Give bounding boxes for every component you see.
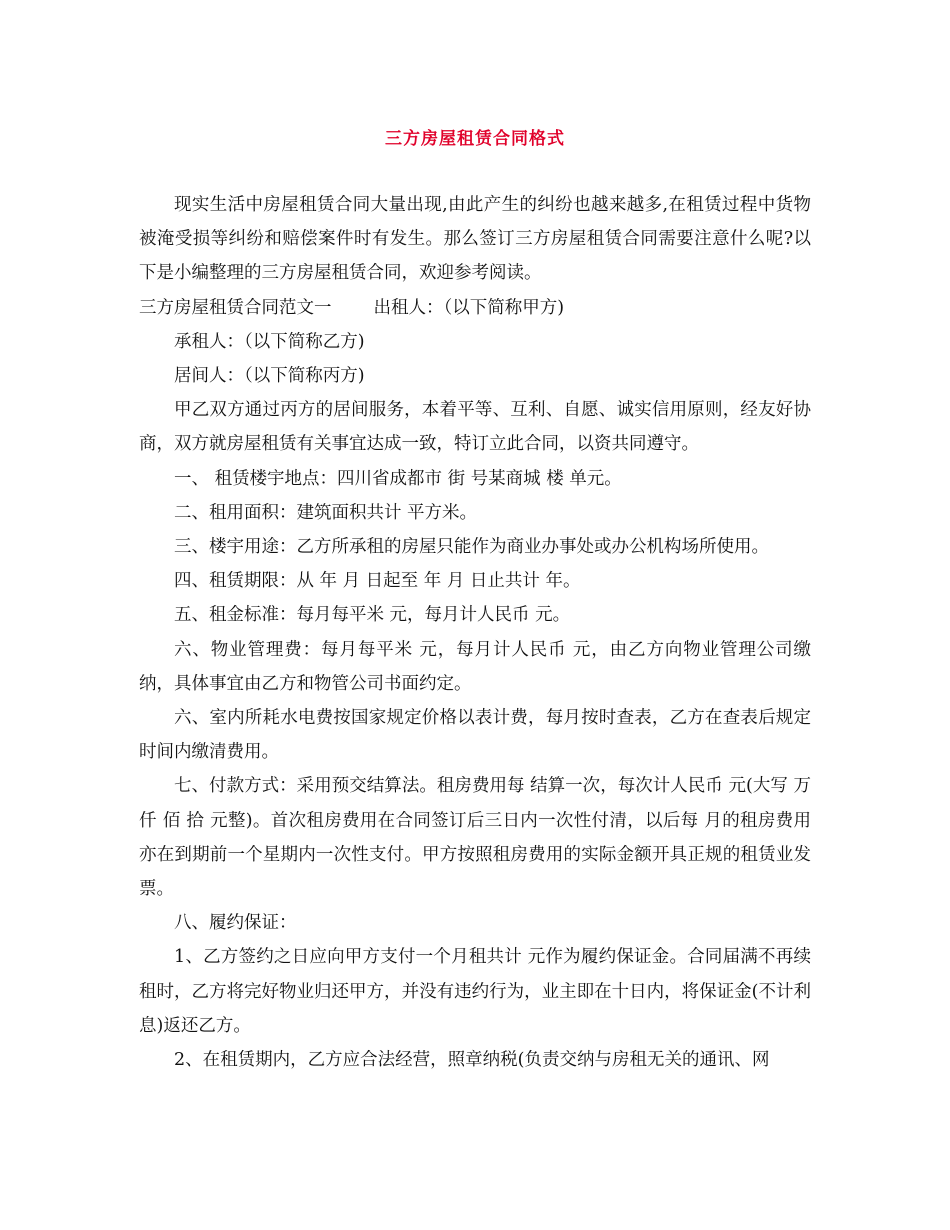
clause-5: 五、租金标准：每月每平米 元，每月计人民币 元。 <box>174 605 571 626</box>
clause-2: 二、租用面积：建筑面积共计 平方米。 <box>174 502 478 523</box>
clause-6b: 六、室内所耗水电费按国家规定价格以表计费，每月按时查表，乙方在查表后规定时间内缴清费用。 <box>139 708 811 763</box>
sample-heading-line <box>139 291 811 325</box>
clause-7: 七、付款方式：采用预交结算法。租房费用每 结算一次，每次计人民币 元(大写 万 仟 佰 拾 元整)。首次租房费用在合同签订后三日内一次性付清，以后每 月的租房费用亦在到期前一个星期内一次性支付。甲方按照租房费用的实际金额开具正规的租赁业发票。 <box>139 776 811 900</box>
intro-paragraph: 现实生活中房屋租赁合同大量出现,由此产生的纠纷也越来越多,在租赁过程中货物被淹受损等纠纷和赔偿案件时有发生。那么签订三方房屋租赁合同需要注意什么呢?以下是小编整理的三方房屋租赁合同，欢迎参考阅读。 <box>139 195 811 284</box>
document-body <box>139 188 811 1077</box>
clause-8: 八、履约保证： <box>174 913 297 934</box>
clause-6a: 六、物业管理费：每月每平米 元，每月计人民币 元，由乙方向物业管理公司缴纳，具体事宜由乙方和物管公司书面约定。 <box>139 639 811 694</box>
clause-8-1: 1、乙方签约之日应向甲方支付一个月租共计 元作为履约保证金。合同届满不再续租时，乙方将完好物业归还甲方，并没有违约行为，业主即在十日内，将保证金(不计利息)返还乙方。 <box>139 947 811 1036</box>
sample-heading: 三方房屋租赁合同范文一 <box>139 297 332 318</box>
lessor-line: 出租人：（以下简称甲方) <box>373 297 565 318</box>
clause-8-2: 2、在租赁期内，乙方应合法经营，照章纳税(负责交纳与房租无关的通讯、网 <box>174 1050 770 1071</box>
document-title: 三方房屋租赁合同格式 <box>385 129 565 149</box>
intermediary-line: 居间人：（以下简称丙方) <box>174 366 365 387</box>
clause-4: 四、租赁期限：从 年 月 日起至 年 月 日止共计 年。 <box>174 571 581 592</box>
preamble-paragraph: 甲乙双方通过丙方的居间服务，本着平等、互利、自愿、诚实信用原则，经友好协商，双方就房屋租赁有关事宜达成一致，特订立此合同，以资共同遵守。 <box>139 400 811 455</box>
lessee-line: 承租人：（以下简称乙方) <box>174 331 365 352</box>
clause-3: 三、楼宇用途：乙方所承租的房屋只能作为商业办事处或办公机构场所使用。 <box>174 537 769 558</box>
clause-1: 一、 租赁楼宇地点：四川省成都市 街 号某商城 楼 单元。 <box>174 468 622 489</box>
